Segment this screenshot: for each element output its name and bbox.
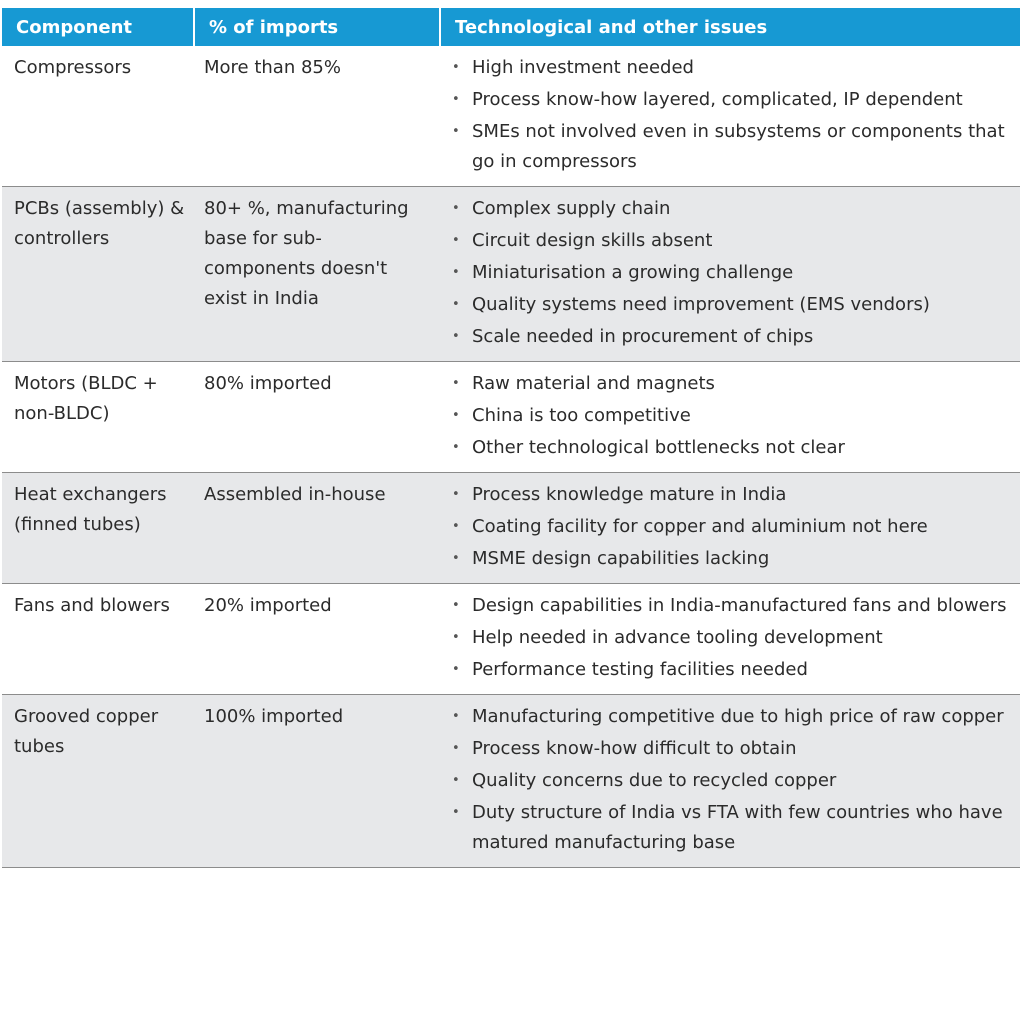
cell-component: Compressors [2, 46, 194, 187]
cell-component: Fans and blowers [2, 584, 194, 695]
table-row [2, 584, 1020, 695]
issue-item: • Quality concerns due to recycled copper [450, 766, 1012, 796]
issue-item: • Other technological bottlenecks not clear [450, 433, 1012, 463]
issue-item: • Raw material and magnets [450, 369, 1012, 399]
issues-list [450, 702, 1012, 858]
header-imports: % of imports [194, 8, 440, 46]
issue-item: • Help needed in advance tooling development [450, 623, 1012, 653]
issue-item: • Circuit design skills absent [450, 226, 1012, 256]
cell-component: Grooved copper tubes [2, 695, 194, 868]
issue-item: • High investment needed [450, 53, 1012, 83]
issues-list [450, 53, 1012, 177]
cell-imports: 20% imported [194, 584, 440, 695]
issue-item: • Complex supply chain [450, 194, 1012, 224]
cell-imports: 100% imported [194, 695, 440, 868]
issue-item: • Scale needed in procurement of chips [450, 322, 1012, 352]
header-component: Component [2, 8, 194, 46]
issue-item: • Quality systems need improvement (EMS vendors) [450, 290, 1012, 320]
table-row [2, 362, 1020, 473]
issue-item: • MSME design capabilities lacking [450, 544, 1012, 574]
table-row [2, 473, 1020, 584]
issue-item: • Process know-how difficult to obtain [450, 734, 1012, 764]
issue-item: • Design capabilities in India-manufactured fans and blowers [450, 591, 1012, 621]
cell-imports: 80+ %, manufacturing base for sub-components doesn't exist in India [194, 187, 440, 362]
cell-component: Heat exchangers (finned tubes) [2, 473, 194, 584]
cell-imports: Assembled in-house [194, 473, 440, 584]
cell-issues [440, 584, 1020, 695]
issue-item: • SMEs not involved even in subsystems or components that go in compressors [450, 117, 1012, 177]
table-row [2, 46, 1020, 187]
issues-list [450, 591, 1012, 685]
issue-item: • Process knowledge mature in India [450, 480, 1012, 510]
header-issues: Technological and other issues [440, 8, 1020, 46]
table-row [2, 187, 1020, 362]
cell-issues [440, 695, 1020, 868]
table-row [2, 695, 1020, 868]
cell-issues [440, 187, 1020, 362]
cell-component: PCBs (assembly) & controllers [2, 187, 194, 362]
issues-list [450, 369, 1012, 463]
issue-item: • China is too competitive [450, 401, 1012, 431]
components-table [2, 8, 1020, 868]
issues-list [450, 480, 1012, 574]
issue-item: • Coating facility for copper and aluminium not here [450, 512, 1012, 542]
issue-item: • Miniaturisation a growing challenge [450, 258, 1012, 288]
cell-imports: More than 85% [194, 46, 440, 187]
cell-issues [440, 46, 1020, 187]
cell-component: Motors (BLDC + non-BLDC) [2, 362, 194, 473]
issue-item: • Performance testing facilities needed [450, 655, 1012, 685]
issue-item: • Manufacturing competitive due to high price of raw copper [450, 702, 1012, 732]
header-row [2, 8, 1020, 46]
cell-issues [440, 362, 1020, 473]
issues-list [450, 194, 1012, 352]
issue-item: • Process know-how layered, complicated, IP dependent [450, 85, 1012, 115]
issue-item: • Duty structure of India vs FTA with few countries who have matured manufacturing base [450, 798, 1012, 858]
cell-issues [440, 473, 1020, 584]
cell-imports: 80% imported [194, 362, 440, 473]
